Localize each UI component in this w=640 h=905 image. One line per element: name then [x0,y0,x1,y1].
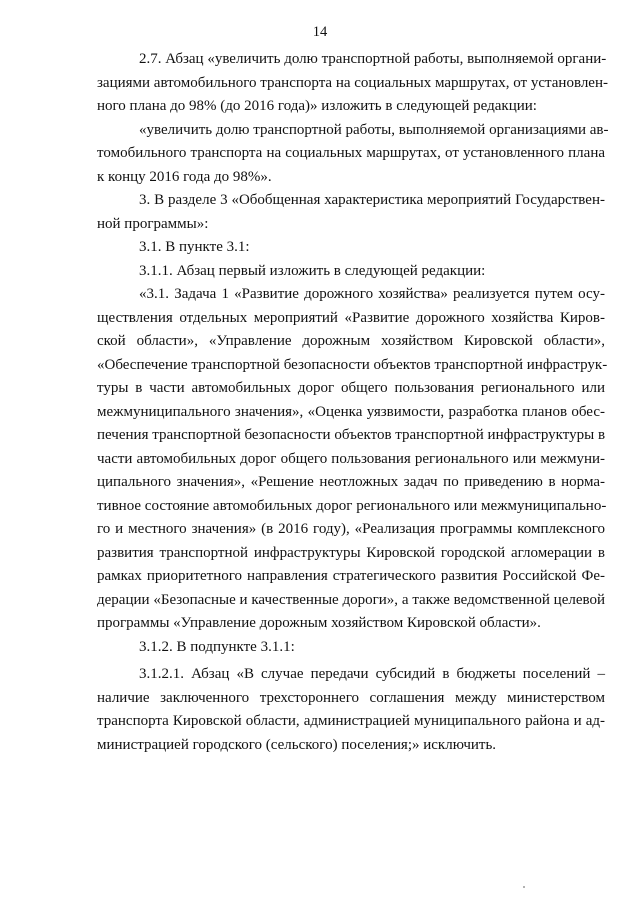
text-line: туры в части автомобильных дорог общего пользования регионального или [97,380,605,396]
text-line: печения транспортной безопасности объектов транспортной инфраструктуры в [97,427,606,443]
text-line: 2.7. Абзац «увеличить долю транспортной работы, выполняемой органи- [139,51,607,67]
text-line: развития транспортной инфраструктуры Кировской городской агломерации в [97,544,605,561]
paragraph-3-1 [97,236,605,260]
text-line: ного плана до 98% (до 2016 года)» изложить в следующей редакции: [97,98,537,114]
text-line: программы «Управление дорожным хозяйством Кировской области». [97,615,541,631]
text-line: министрацией городского (сельского) поселения;» исключить. [97,736,497,753]
text-line: «увеличить долю транспортной работы, выполняемой организациями ав- [139,121,609,138]
scan-speck [523,886,525,888]
text-line: 3. В разделе 3 «Обобщенная характеристика мероприятий Государствен- [139,192,605,208]
paragraph-task-1 [97,283,608,636]
text-line: 3.1.1. Абзац первый изложить в следующей редакции: [139,262,486,279]
text-line: дерации «Безопасные и качественные дороги», а также ведомственной целевой [97,591,605,608]
text-line: наличие заключенного трехстороннего соглашения между министерством [97,689,605,706]
text-line: «3.1. Задача 1 «Развитие дорожного хозяйства» реализуется путем осу- [139,286,605,302]
text-line: к концу 2016 года до 98%». [97,168,272,185]
paragraph-2-7 [97,48,608,119]
text-line: зациями автомобильного транспорта на социальных маршрутах, от установлен- [97,74,608,91]
paragraph-3-1-2-1 [97,663,605,757]
text-line: межмуниципального значения», «Оценка уязвимости, разработка планов обес- [97,403,605,420]
text-line: транспорта Кировской области, администрацией муниципального района и ад- [97,713,605,729]
text-line: 3.1. В пункте 3.1: [139,239,250,255]
text-line: ципального значения», «Решение неотложных задач по приведению в норма- [97,474,605,490]
paragraph-section-3 [97,189,605,236]
text-line: томобильного транспорта на социальных маршрутах, от установленного плана [97,145,605,161]
text-line: ской области», «Управление дорожным хозяйством Кировской области», [97,333,605,349]
page-number: 14 [312,24,328,40]
text-line: го и местного значения» (в 2016 году), «Реализация программы комплексного [97,521,605,537]
text-line: «Обеспечение транспортной безопасности объектов транспортной инфраструк- [97,356,608,373]
text-line: тивное состояние автомобильных дорог регионального или межмуниципально- [97,497,607,514]
paragraph-quote-new-wording [97,119,609,190]
text-line: рамках приоритетного направления стратегического развития Российской Фе- [97,568,605,584]
paragraph-3-1-2 [97,636,605,660]
text-line: ществления отдельных мероприятий «Развитие дорожного хозяйства Киров- [97,309,605,326]
document-body [97,48,609,757]
text-line: 3.1.2. В подпункте 3.1.1: [139,638,295,655]
text-line: части автомобильных дорог общего пользования регионального или межмуни- [97,450,605,467]
paragraph-3-1-1 [97,260,605,284]
text-line: 3.1.2.1. Абзац «В случае передачи субсидий в бюджеты поселений – [139,666,605,682]
text-line: ной программы»: [97,215,209,232]
